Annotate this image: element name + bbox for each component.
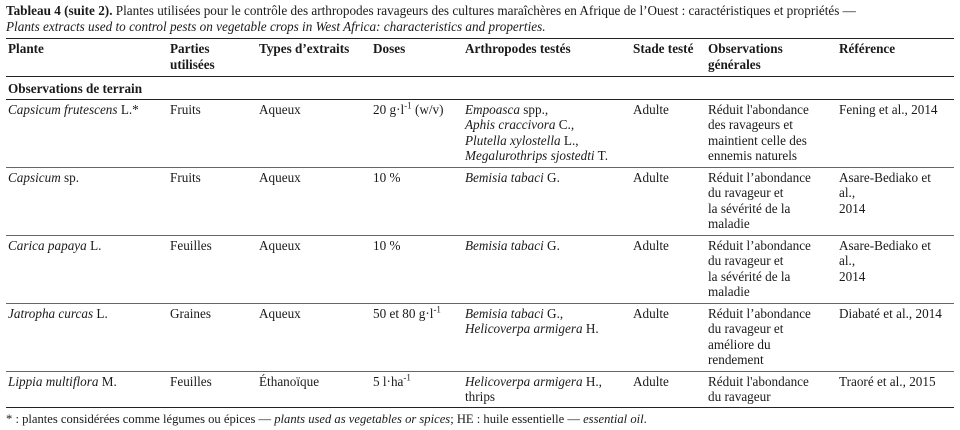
footnote-part-3: ; HE : huile essentielle — xyxy=(450,411,584,426)
header-reference: Référence xyxy=(837,39,954,77)
cell-arthropodes: Helicoverpa armigera H., thrips xyxy=(463,371,631,407)
footnote-part-4: essential oil xyxy=(583,411,644,426)
plant-extracts-table xyxy=(6,39,954,408)
footnote-part-2: plants used as vegetables or spices xyxy=(274,411,451,426)
cell-types: Aqueux xyxy=(257,235,371,303)
cell-plante: Carica papaya L. xyxy=(6,235,168,303)
cell-doses: 10 % xyxy=(371,167,463,235)
cell-observations: Réduit l’abondance du ravageur et la sévérité de la maladie xyxy=(706,167,837,235)
cell-doses: 5 $l\cdot ha^{-1}$ xyxy=(371,371,463,407)
header-plante: Plante xyxy=(6,39,168,77)
cell-doses: 10 % xyxy=(371,235,463,303)
cell-types: Aqueux xyxy=(257,99,371,167)
cell-types: Aqueux xyxy=(257,167,371,235)
cell-parties: Feuilles xyxy=(168,235,257,303)
footnote-part-1: * : plantes considérées comme légumes ou épices — xyxy=(6,411,275,426)
table-header-row xyxy=(6,39,954,77)
header-observations: Observations générales xyxy=(706,39,837,77)
cell-parties: Feuilles xyxy=(168,371,257,407)
cell-observations: Réduit l'abondance du ravageur xyxy=(706,371,837,407)
section-title: Observations de terrain xyxy=(6,77,954,100)
cell-stade: Adulte xyxy=(631,99,706,167)
table-row xyxy=(6,303,954,371)
cell-types: Éthanoïque xyxy=(257,371,371,407)
cell-plante: Capsicum frutescens L.* xyxy=(6,99,168,167)
cell-stade: Adulte xyxy=(631,167,706,235)
cell-observations: Réduit l’abondance du ravageur et améliore du rendement xyxy=(706,303,837,371)
header-types: Types d’extraits xyxy=(257,39,371,77)
table-row xyxy=(6,167,954,235)
cell-arthropodes: Bemisia tabaci G., Helicoverpa armigera H. xyxy=(463,303,631,371)
cell-arthropodes: Bemisia tabaci G. xyxy=(463,167,631,235)
cell-doses: 50 et 80 $g\cdot l^{-1}$ xyxy=(371,303,463,371)
cell-observations: Réduit l’abondance du ravageur et la sévérité de la maladie xyxy=(706,235,837,303)
cell-parties: Fruits xyxy=(168,99,257,167)
footnote-part-5: . xyxy=(643,411,647,426)
table-row xyxy=(6,371,954,407)
cell-reference: Fening et al., 2014 xyxy=(837,99,954,167)
caption-french: Plantes utilisées pour le contrôle des arthropodes ravageurs des cultures maraîchères en Afrique de l’Ouest : caractéristiques et propriétés — xyxy=(112,3,856,18)
cell-observations: Réduit l'abondance des ravageurs et maintient celle des ennemis naturels xyxy=(706,99,837,167)
cell-types: Aqueux xyxy=(257,303,371,371)
cell-arthropodes: Bemisia tabaci G. xyxy=(463,235,631,303)
cell-plante: Jatropha curcas L. xyxy=(6,303,168,371)
cell-stade: Adulte xyxy=(631,303,706,371)
table-row xyxy=(6,99,954,167)
cell-doses: 20 $g\cdot l^{-1}$ (w/v) xyxy=(371,99,463,167)
header-doses: Doses xyxy=(371,39,463,77)
caption-lead: Tableau 4 (suite 2). xyxy=(6,3,113,18)
cell-parties: Fruits xyxy=(168,167,257,235)
cell-stade: Adulte xyxy=(631,371,706,407)
cell-reference: Traoré et al., 2015 xyxy=(837,371,954,407)
table-row xyxy=(6,235,954,303)
cell-reference: Diabaté et al., 2014 xyxy=(837,303,954,371)
header-stade: Stade testé xyxy=(631,39,706,77)
cell-plante: Lippia multiflora M. xyxy=(6,371,168,407)
cell-plante: Capsicum sp. xyxy=(6,167,168,235)
table-footnote xyxy=(6,412,954,427)
cell-reference: Asare-Bediako et al., 2014 xyxy=(837,235,954,303)
cell-parties: Graines xyxy=(168,303,257,371)
cell-reference: Asare-Bediako et al., 2014 xyxy=(837,167,954,235)
section-row xyxy=(6,77,954,100)
cell-stade: Adulte xyxy=(631,235,706,303)
cell-arthropodes: Empoasca spp., Aphis craccivora C., Plutella xylostella L., Megalurothrips sjostedti T. xyxy=(463,99,631,167)
caption-english: Plants extracts used to control pests on vegetable crops in West Africa: characteristics and properties. xyxy=(6,19,546,34)
table-caption xyxy=(6,3,954,35)
header-parties: Parties utilisées xyxy=(168,39,257,77)
header-arthropodes: Arthropodes testés xyxy=(463,39,631,77)
